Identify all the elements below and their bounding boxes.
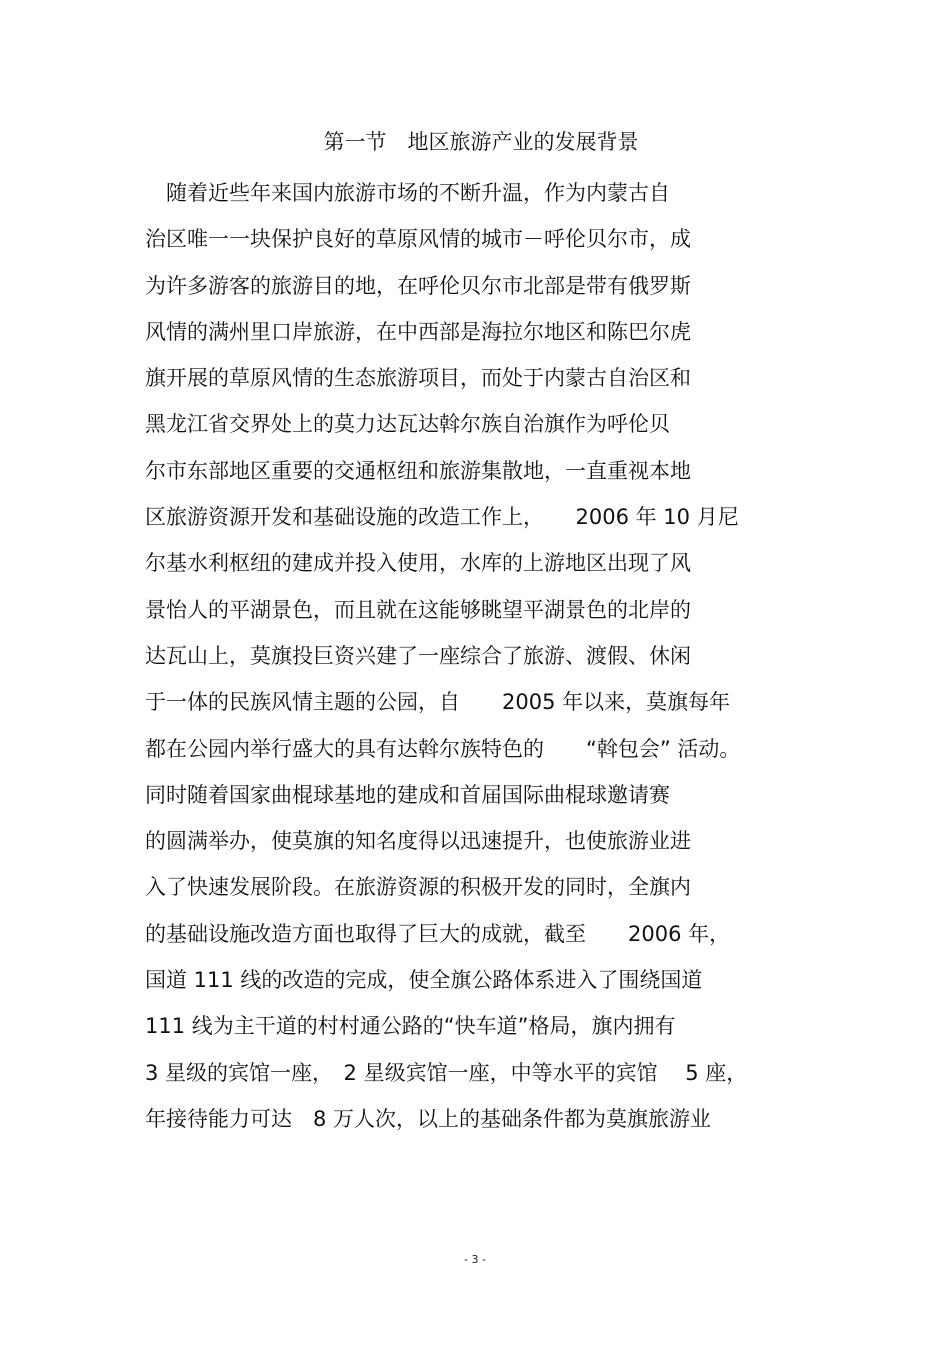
text-line: 风情的满州里口岸旅游，在中西部是海拉尔地区和陈巴尔虎	[145, 319, 691, 344]
text-line: 区旅游资源开发和基础设施的改造工作上， 2006 年 10 月尼	[145, 505, 739, 530]
text-line: 的基础设施改造方面也取得了巨大的成就，截至 2006 年，	[145, 921, 731, 946]
text-line: 都在公园内举行盛大的具有达斡尔族特色的 “斡包会” 活动。	[145, 736, 741, 761]
text-line: 3 星级的宾馆一座， 2 星级宾馆一座，中等水平的宾馆 5 座，	[145, 1060, 748, 1085]
page-number: - 3 -	[464, 1253, 486, 1266]
section-heading: 第一节 地区旅游产业的发展背景	[323, 130, 639, 154]
text-line: 年接待能力可达 8 万人次，以上的基础条件都为莫旗旅游业	[145, 1106, 712, 1131]
text-line: 尔基水利枢纽的建成并投入使用，水库的上游地区出现了风	[145, 551, 691, 576]
text-line: 尔市东部地区重要的交通枢纽和旅游集散地，一直重视本地	[145, 458, 691, 483]
text-line: 景怡人的平湖景色，而且就在这能够眺望平湖景色的北岸的	[145, 597, 691, 622]
text-line: 达瓦山上，莫旗投巨资兴建了一座综合了旅游、渡假、休闲	[145, 643, 691, 668]
text-line: 同时随着国家曲棍球基地的建成和首届国际曲棍球邀请赛	[145, 782, 670, 807]
text-line: 治区唯一一块保护良好的草原风情的城市－呼伦贝尔市，成	[145, 227, 691, 252]
text-line: 的圆满举办，使莫旗的知名度得以迅速提升，也使旅游业进	[145, 829, 691, 854]
text-line: 入了快速发展阶段。在旅游资源的积极开发的同时，全旗内	[145, 875, 691, 900]
text-line: 随着近些年来国内旅游市场的不断升温，作为内蒙古自	[145, 181, 670, 205]
text-line: 为许多游客的旅游目的地，在呼伦贝尔市北部是带有俄罗斯	[145, 273, 691, 298]
text-line: 于一体的民族风情主题的公园，自 2005 年以来，莫旗每年	[145, 690, 731, 715]
text-line: 黑龙江省交界处上的莫力达瓦达斡尔族自治旗作为呼伦贝	[145, 412, 670, 437]
text-line: 111 线为主干道的村村通公路的“快车道”格局，旗内拥有	[145, 1014, 676, 1039]
body-text	[145, 176, 825, 1148]
text-line: 旗开展的草原风情的生态旅游项目，而处于内蒙古自治区和	[145, 366, 691, 391]
text-line: 国道 111 线的改造的完成，使全旗公路体系进入了围绕国道	[145, 968, 703, 993]
